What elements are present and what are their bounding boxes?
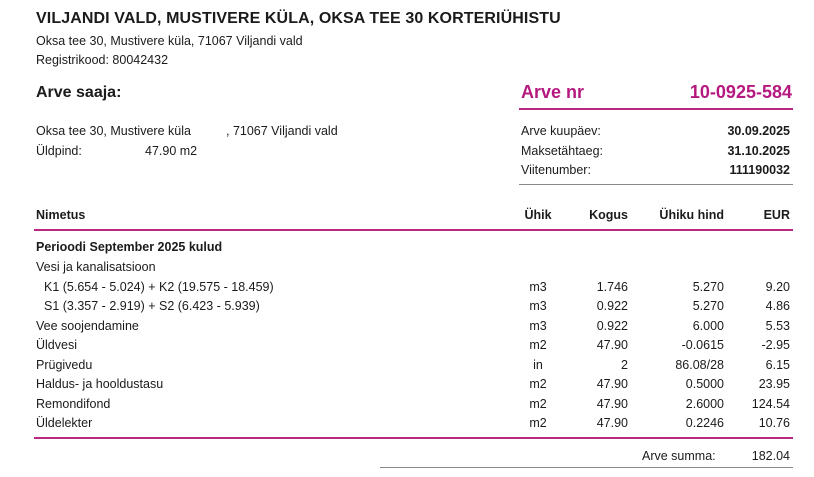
invoice-due-value: 31.10.2025 [727,144,790,158]
row-price: 0.5000 [685,377,724,391]
row-price: 2.6000 [685,396,724,411]
row-eur: 124.54 [751,396,790,411]
row-name: Haldus- ja hooldustasu [36,377,164,391]
row-price: 86.08/28 [675,357,724,372]
row-name: Vesi ja kanalisatsioon [36,260,156,274]
row-qty: 47.90 [596,338,628,352]
invoice-number-underline [519,108,793,110]
row-qty: 0.922 [596,318,628,333]
table-row [0,358,814,377]
table-row [0,416,814,435]
row-price: -0.0615 [681,338,724,352]
header-price: Ühiku hind [659,208,724,222]
invoice-info-divider [519,184,793,185]
row-name: Prügivedu [36,357,93,372]
table-row [0,299,814,318]
total-value: 182.04 [751,449,790,463]
row-eur: 10.76 [758,416,790,430]
table-row [0,319,814,338]
invoice-ref-label: Viitenumber: [521,163,591,177]
table-row [0,338,814,357]
row-eur: 4.86 [765,299,790,313]
row-name: Üldvesi [36,338,77,352]
row-name: Vee soojendamine [36,318,139,333]
total-label: Arve summa: [642,449,716,463]
issuer-registry: Registrikood: 80042432 [36,53,169,67]
row-qty: 47.90 [596,396,628,411]
row-unit: m3 [529,299,547,313]
header-qty: Kogus [589,208,628,222]
period-title: Perioodi September 2025 kulud [36,240,223,254]
issuer-name: VILJANDI VALD, MUSTIVERE KÜLA, OKSA TEE 30 KORTERIÜHISTU [36,10,561,27]
table-row [0,260,814,279]
row-eur: 6.15 [765,357,790,372]
row-eur: 23.95 [758,377,790,391]
issuer-address: Oksa tee 30, Mustivere küla, 71067 Viljandi vald [36,34,303,48]
row-qty: 2 [621,357,628,372]
recipient-area-value: 47.90 m2 [145,144,198,158]
header-unit: Ühik [524,208,552,222]
row-qty: 47.90 [596,377,628,391]
table-row [0,280,814,299]
recipient-address-street: Oksa tee 30, Mustivere küla [36,124,191,138]
row-eur: 9.20 [765,279,790,294]
recipient-address-city: , 71067 Viljandi vald [226,124,338,138]
row-name: Üldelekter [36,416,93,430]
row-price: 5.270 [692,279,724,294]
row-unit: in [533,357,543,372]
row-qty: 0.922 [596,299,628,313]
row-unit: m3 [529,279,547,294]
row-name: S1 (3.357 - 2.919) + S2 (6.423 - 5.939) [44,299,260,313]
recipient-area-label: Üldpind: [36,144,82,158]
table-header [0,208,814,227]
row-unit: m3 [529,318,547,333]
row-price: 6.000 [692,318,724,333]
row-unit: m2 [529,377,547,391]
row-price: 0.2246 [685,416,724,430]
total-underline [380,467,793,468]
row-qty: 1.746 [596,279,628,294]
invoice-date-label: Arve kuupäev: [521,124,601,138]
row-unit: m2 [529,396,547,411]
invoice-label: Arve nr [521,82,585,102]
row-eur: -2.95 [761,338,790,352]
row-unit: m2 [529,416,547,430]
row-eur: 5.53 [765,318,790,333]
table-bottom-divider [34,437,793,439]
invoice-due-label: Maksetähtaeg: [521,144,603,158]
header-name: Nimetus [36,208,86,222]
recipient-title: Arve saaja: [36,84,122,101]
invoice-ref-value: 111190032 [729,163,790,177]
table-header-divider [34,229,793,231]
invoice-number: 10-0925-584 [689,82,792,102]
header-eur: EUR [763,208,790,222]
table-row [0,397,814,416]
row-unit: m2 [529,338,547,352]
row-price: 5.270 [692,299,724,313]
table-row [0,377,814,396]
invoice-date-value: 30.09.2025 [727,124,790,138]
row-name: Remondifond [36,396,111,411]
row-name: K1 (5.654 - 5.024) + K2 (19.575 - 18.459) [44,279,274,294]
row-qty: 47.90 [596,416,628,430]
